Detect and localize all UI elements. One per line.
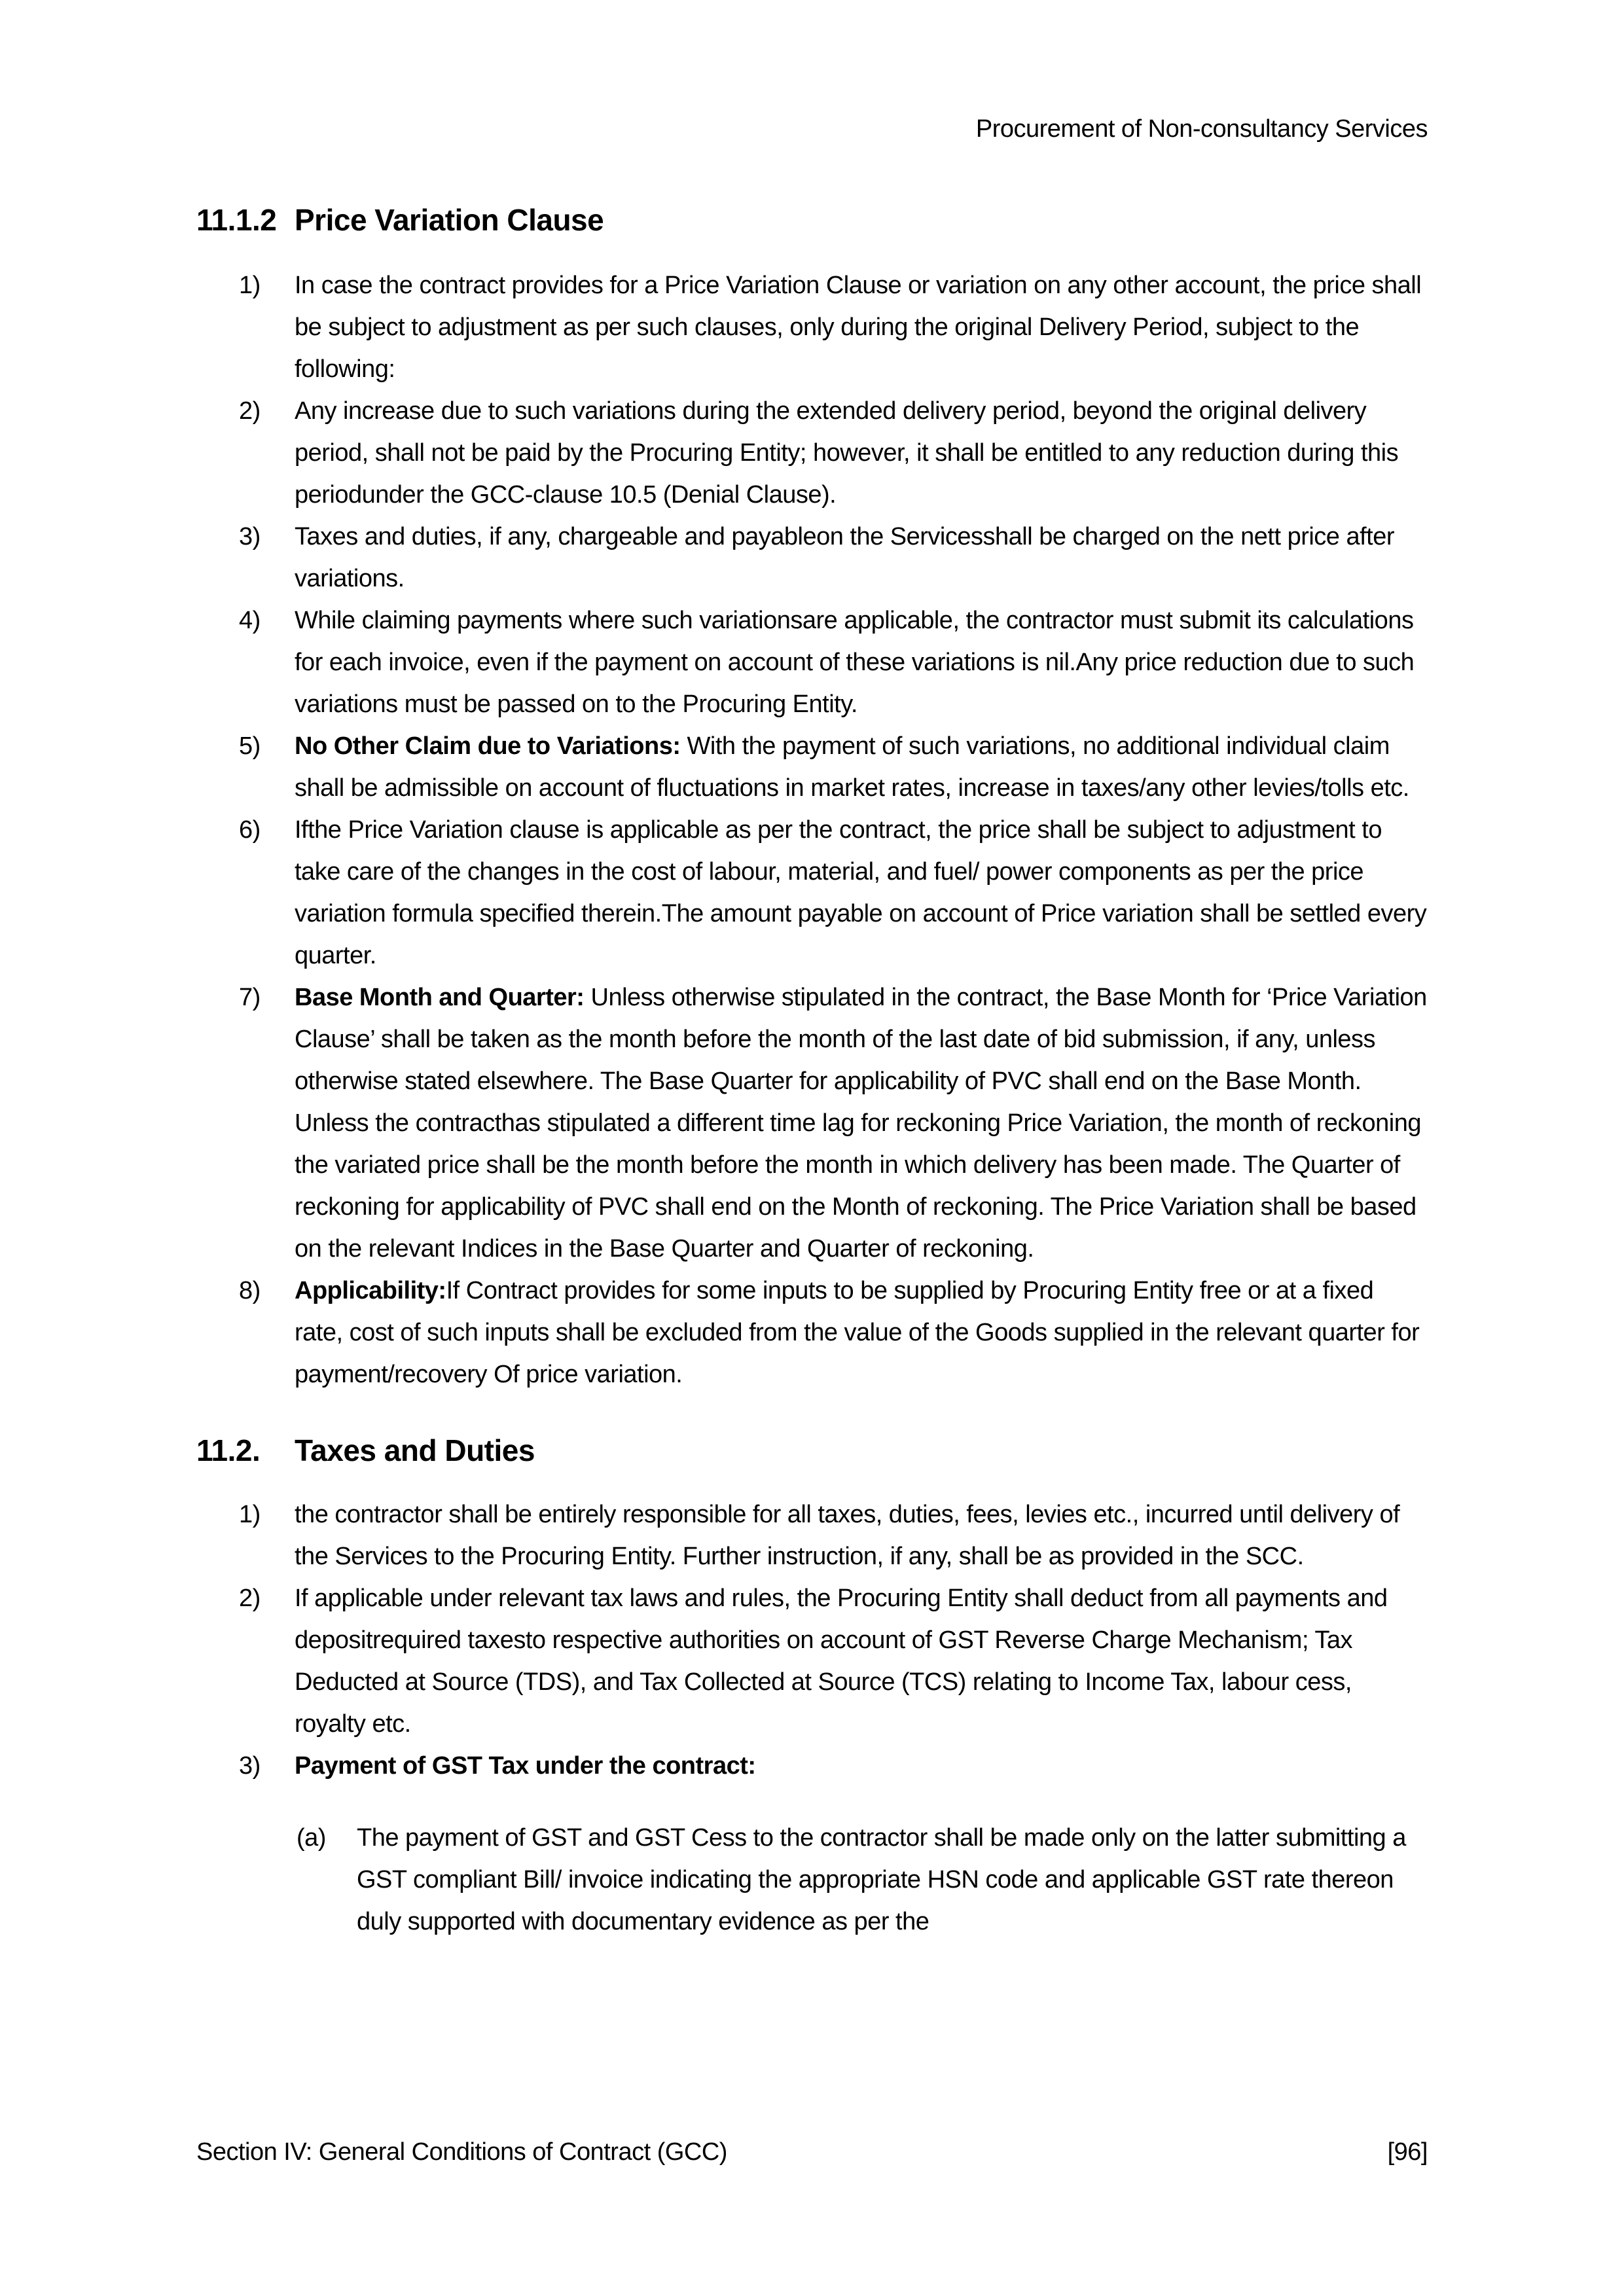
list-item-marker: 1) (239, 1501, 261, 1528)
sub-list-item-text: The payment of GST and GST Cess to the contractor shall be made only on the latter submitting a GST compliant Bill/ invoice indicating the appropriate HSN code and applicable GST rate thereon duly supported with documentary evidence as per the (357, 1824, 1406, 1935)
list-item (196, 516, 1428, 600)
footer-section-label: Section IV: General Conditions of Contract (GCC) (196, 2138, 727, 2166)
list-item-text: Ifthe Price Variation clause is applicable as per the contract, the price shall be subject to adjustment to take care of the changes in the cost of labour, material, and fuel/ power components as per the price variation formula specified therein.The amount payable on account of Price variation shall be settled every quarter. (295, 816, 1427, 969)
footer-page-number: [96] (1387, 2138, 1428, 2166)
list-item (196, 977, 1428, 1270)
list-item-lead-bold: Payment of GST Tax under the contract: (295, 1752, 756, 1780)
list-item-text: Any increase due to such variations during the extended delivery period, beyond the original delivery period, shall not be paid by the Procuring Entity; however, it shall be entitled to any reduction during this periodunder the GCC-clause 10.5 (Denial Clause). (295, 397, 1399, 509)
list-item-text: If applicable under relevant tax laws and rules, the Procuring Entity shall deduct from all payments and depositrequired taxesto respective authorities on account of GST Reverse Charge Mechanism; Tax Deducted at Source (TDS), and Tax Collected at Source (TCS) relating to Income Tax, labour cess, royalty etc. (295, 1585, 1388, 1738)
list-item-text: In case the contract provides for a Price Variation Clause or variation on any other account, the price shall be subject to adjustment as per such clauses, only during the original Delivery Period, subject to the following: (295, 272, 1422, 383)
heading-number: 11.1.2 (196, 203, 277, 237)
list-item (196, 1745, 1428, 1787)
list-item (196, 1577, 1428, 1745)
page-footer (196, 2131, 1428, 2173)
list-item (196, 1494, 1428, 1577)
list-item (196, 264, 1428, 390)
heading-title: Price Variation Clause (295, 203, 604, 237)
ordered-list (196, 1494, 1428, 1943)
heading-title: Taxes and Duties (295, 1433, 535, 1467)
list-item-text: No Other Claim due to Variations: With the payment of such variations, no additional individual claim shall be admissible on account of fluctuations in market rates, increase in taxes/any other levies/tolls etc. (295, 732, 1409, 802)
list-item (196, 390, 1428, 516)
list-item-marker: 5) (239, 732, 261, 760)
list-item-marker: 2) (239, 397, 261, 425)
sub-list-item-marker: (a) (297, 1824, 326, 1852)
list-item-marker: 4) (239, 607, 261, 634)
list-item-lead-bold: No Other Claim due to Variations: (295, 732, 681, 760)
list-item-text: While claiming payments where such variationsare applicable, the contractor must submit its calculations for each invoice, even if the payment on account of these variations is nil.Any price reduction due to such variations must be passed on to the Procuring Entity. (295, 607, 1415, 718)
list-item-lead-bold: Applicability: (295, 1277, 446, 1304)
list-item-text: Applicability:If Contract provides for some inputs to be supplied by Procuring Entity free or at a fixed rate, cost of such inputs shall be excluded from the value of the Goods supplied in the relevant quarter for payment/recovery Of price variation. (295, 1277, 1420, 1388)
list-item-text: Base Month and Quarter: Unless otherwise stipulated in the contract, the Base Month for ‘Price Variation Clause’ shall be taken as the month before the month of the last date of bid submission, if any, unless otherwise stated elsewhere. The Base Quarter for applicability of PVC shall end on the Base Month. Unless the contracthas stipulated a different time lag for reckoning Price Variation, the month of reckoning the variated price shall be the month before the month in which delivery has been made. The Quarter of reckoning for applicability of PVC shall end on the Month of reckoning. The Price Variation shall be based on the relevant Indices in the Base Quarter and Quarter of reckoning. (295, 984, 1427, 1263)
list-item-marker: 6) (239, 816, 261, 844)
list-item-marker: 8) (239, 1277, 261, 1304)
sections-container (196, 199, 1428, 1943)
list-item-text (295, 1745, 1428, 1787)
heading-number: 11.2. (196, 1433, 261, 1467)
list-item-marker: 1) (239, 272, 261, 299)
section-heading (196, 1429, 1428, 1471)
page-header: Procurement of Non-consultancy Services (975, 115, 1428, 143)
list-item-marker: 3) (239, 523, 261, 550)
document-body (196, 0, 1428, 1943)
list-item (196, 1270, 1428, 1395)
list-item (196, 809, 1428, 977)
list-item-marker: 3) (239, 1752, 261, 1780)
sub-list-item (196, 1817, 1428, 1943)
list-item-text: Taxes and duties, if any, chargeable and payableon the Servicesshall be charged on the nett price after variations. (295, 523, 1395, 592)
list-item (196, 600, 1428, 725)
list-item (196, 725, 1428, 809)
list-item-lead-bold: Base Month and Quarter: (295, 984, 585, 1011)
list-item-text: the contractor shall be entirely responsible for all taxes, duties, fees, levies etc., incurred until delivery of the Services to the Procuring Entity. Further instruction, if any, shall be as provided in the SCC. (295, 1501, 1400, 1570)
section-heading (196, 199, 1428, 241)
list-item-marker: 7) (239, 984, 261, 1011)
list-item-marker: 2) (239, 1585, 261, 1612)
ordered-list (196, 264, 1428, 1395)
